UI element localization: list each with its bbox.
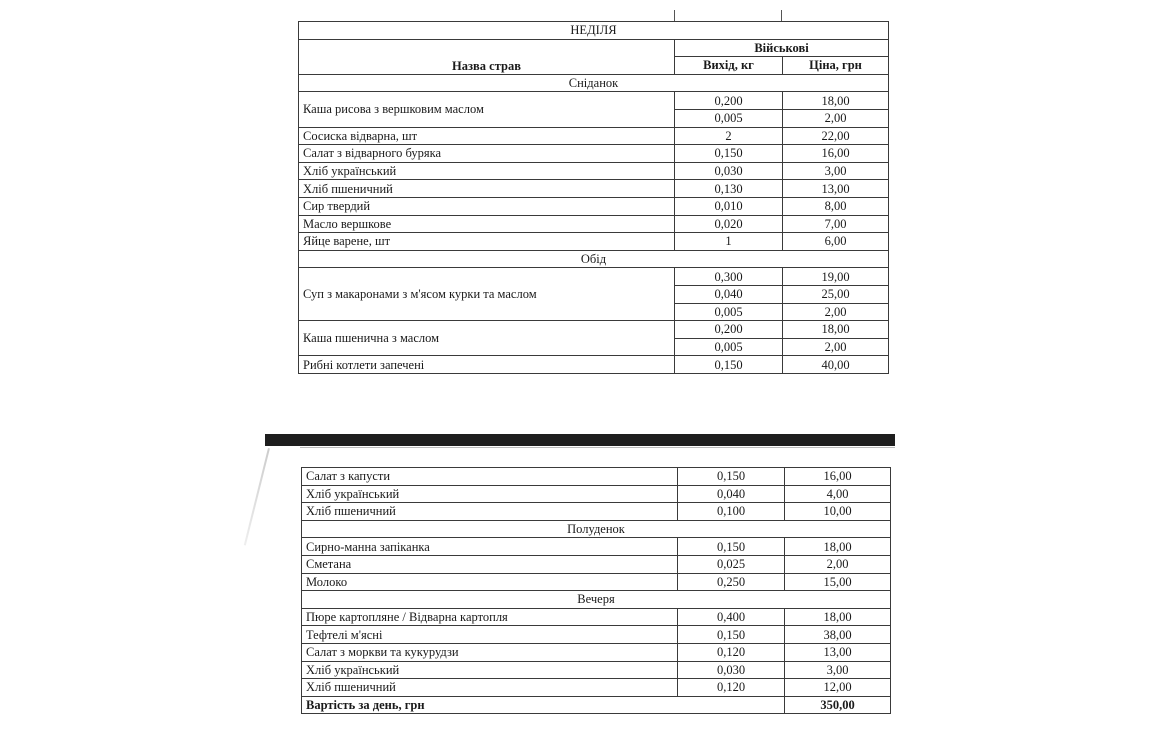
total-value: 350,00 — [785, 696, 891, 714]
column-header-dish-name: Назва страв — [299, 39, 675, 74]
dish-price: 22,00 — [783, 127, 889, 145]
table-row — [299, 162, 889, 180]
dish-output: 0,150 — [675, 356, 783, 374]
dish-output: 1 — [675, 233, 783, 251]
dish-name: Сирно-манна запіканка — [302, 538, 678, 556]
dish-output: 0,200 — [675, 321, 783, 339]
dish-price: 18,00 — [783, 321, 889, 339]
total-label: Вартість за день, грн — [302, 696, 785, 714]
dish-name: Салат з відварного буряка — [299, 145, 675, 163]
dish-price: 6,00 — [783, 233, 889, 251]
scan-separator-bar — [265, 434, 895, 446]
dish-output: 0,250 — [678, 573, 785, 591]
dish-price: 18,00 — [785, 538, 891, 556]
table-row — [299, 197, 889, 215]
scan-separator-shadow — [300, 447, 895, 448]
dish-price: 16,00 — [783, 145, 889, 163]
section-row — [302, 520, 891, 538]
dish-name: Сметана — [302, 555, 678, 573]
table-row — [299, 321, 889, 339]
dish-price: 3,00 — [785, 661, 891, 679]
dish-output: 0,020 — [675, 215, 783, 233]
meal-section-title: Обід — [299, 250, 889, 268]
table-row — [302, 485, 891, 503]
table-row — [299, 145, 889, 163]
table-row — [299, 215, 889, 233]
dish-output: 0,130 — [675, 180, 783, 198]
dish-price: 18,00 — [785, 608, 891, 626]
table-row — [302, 503, 891, 521]
table-row — [302, 608, 891, 626]
table-row — [302, 468, 891, 486]
table-row — [302, 555, 891, 573]
scan-page-edge — [244, 448, 270, 546]
dish-name: Сир твердий — [299, 197, 675, 215]
dish-name: Хліб український — [299, 162, 675, 180]
dish-output: 0,005 — [675, 338, 783, 356]
dish-price: 25,00 — [783, 285, 889, 303]
meal-section-title: Полуденок — [302, 520, 891, 538]
table-row — [302, 573, 891, 591]
dish-name: Суп з макаронами з м'ясом курки та маслом — [299, 268, 675, 321]
table-row — [302, 679, 891, 697]
table-row — [302, 538, 891, 556]
dish-name: Хліб пшеничний — [299, 180, 675, 198]
table-row — [299, 180, 889, 198]
dish-name: Яйце варене, шт — [299, 233, 675, 251]
dish-output: 0,200 — [675, 92, 783, 110]
dish-name: Пюре картопляне / Відварна картопля — [302, 608, 678, 626]
dish-output: 0,150 — [678, 626, 785, 644]
dish-output: 0,030 — [675, 162, 783, 180]
dish-output: 0,010 — [675, 197, 783, 215]
column-header-output: Вихід, кг — [675, 57, 783, 75]
column-group-military: Військові — [675, 39, 889, 57]
total-row — [302, 696, 891, 714]
dish-price: 2,00 — [785, 555, 891, 573]
table-row — [302, 661, 891, 679]
dish-name: Молоко — [302, 573, 678, 591]
column-header-price: Ціна, грн — [783, 57, 889, 75]
dish-price: 40,00 — [783, 356, 889, 374]
dish-price: 8,00 — [783, 197, 889, 215]
section-row — [299, 74, 889, 92]
dish-name: Хліб український — [302, 485, 678, 503]
table-row — [299, 92, 889, 110]
dish-name: Рибні котлети запечені — [299, 356, 675, 374]
dish-price: 4,00 — [785, 485, 891, 503]
dish-price: 38,00 — [785, 626, 891, 644]
table-row — [299, 233, 889, 251]
dish-output: 0,030 — [678, 661, 785, 679]
dish-price: 12,00 — [785, 679, 891, 697]
dish-output: 2 — [675, 127, 783, 145]
dish-output: 0,040 — [675, 285, 783, 303]
meal-section-title: Сніданок — [299, 74, 889, 92]
table-row — [299, 127, 889, 145]
dish-name: Каша пшенична з маслом — [299, 321, 675, 356]
day-title: НЕДІЛЯ — [299, 22, 889, 40]
dish-output: 0,120 — [678, 643, 785, 661]
dish-name: Каша рисова з вершковим маслом — [299, 92, 675, 127]
dish-name: Салат з моркви та кукурудзи — [302, 643, 678, 661]
dish-price: 15,00 — [785, 573, 891, 591]
dish-price: 19,00 — [783, 268, 889, 286]
section-row — [302, 591, 891, 609]
dish-price: 13,00 — [785, 643, 891, 661]
table-row — [299, 268, 889, 286]
dish-price: 7,00 — [783, 215, 889, 233]
dish-output: 0,120 — [678, 679, 785, 697]
dish-name: Хліб пшеничний — [302, 679, 678, 697]
dish-price: 2,00 — [783, 303, 889, 321]
dish-output: 0,300 — [675, 268, 783, 286]
dish-output: 0,400 — [678, 608, 785, 626]
table-border-stub — [781, 10, 782, 21]
dish-name: Тефтелі м'ясні — [302, 626, 678, 644]
dish-price: 13,00 — [783, 180, 889, 198]
dish-output: 0,005 — [675, 109, 783, 127]
dish-price: 16,00 — [785, 468, 891, 486]
dish-output: 0,025 — [678, 555, 785, 573]
dish-price: 3,00 — [783, 162, 889, 180]
dish-name: Сосиска відварна, шт — [299, 127, 675, 145]
dish-output: 0,005 — [675, 303, 783, 321]
section-row — [299, 250, 889, 268]
dish-name: Хліб пшеничний — [302, 503, 678, 521]
dish-output: 0,150 — [678, 468, 785, 486]
dish-output: 0,150 — [678, 538, 785, 556]
dish-price: 2,00 — [783, 109, 889, 127]
dish-output: 0,040 — [678, 485, 785, 503]
dish-price: 10,00 — [785, 503, 891, 521]
dish-name: Масло вершкове — [299, 215, 675, 233]
dish-name: Хліб український — [302, 661, 678, 679]
table-border-stub — [674, 10, 675, 21]
dish-price: 2,00 — [783, 338, 889, 356]
table-row — [299, 356, 889, 374]
table-row — [302, 626, 891, 644]
dish-name: Салат з капусти — [302, 468, 678, 486]
dish-output: 0,150 — [675, 145, 783, 163]
table-row — [302, 643, 891, 661]
dish-price: 18,00 — [783, 92, 889, 110]
dish-output: 0,100 — [678, 503, 785, 521]
menu-table-page-1 — [298, 21, 889, 374]
menu-table-page-2 — [301, 467, 891, 714]
meal-section-title: Вечеря — [302, 591, 891, 609]
